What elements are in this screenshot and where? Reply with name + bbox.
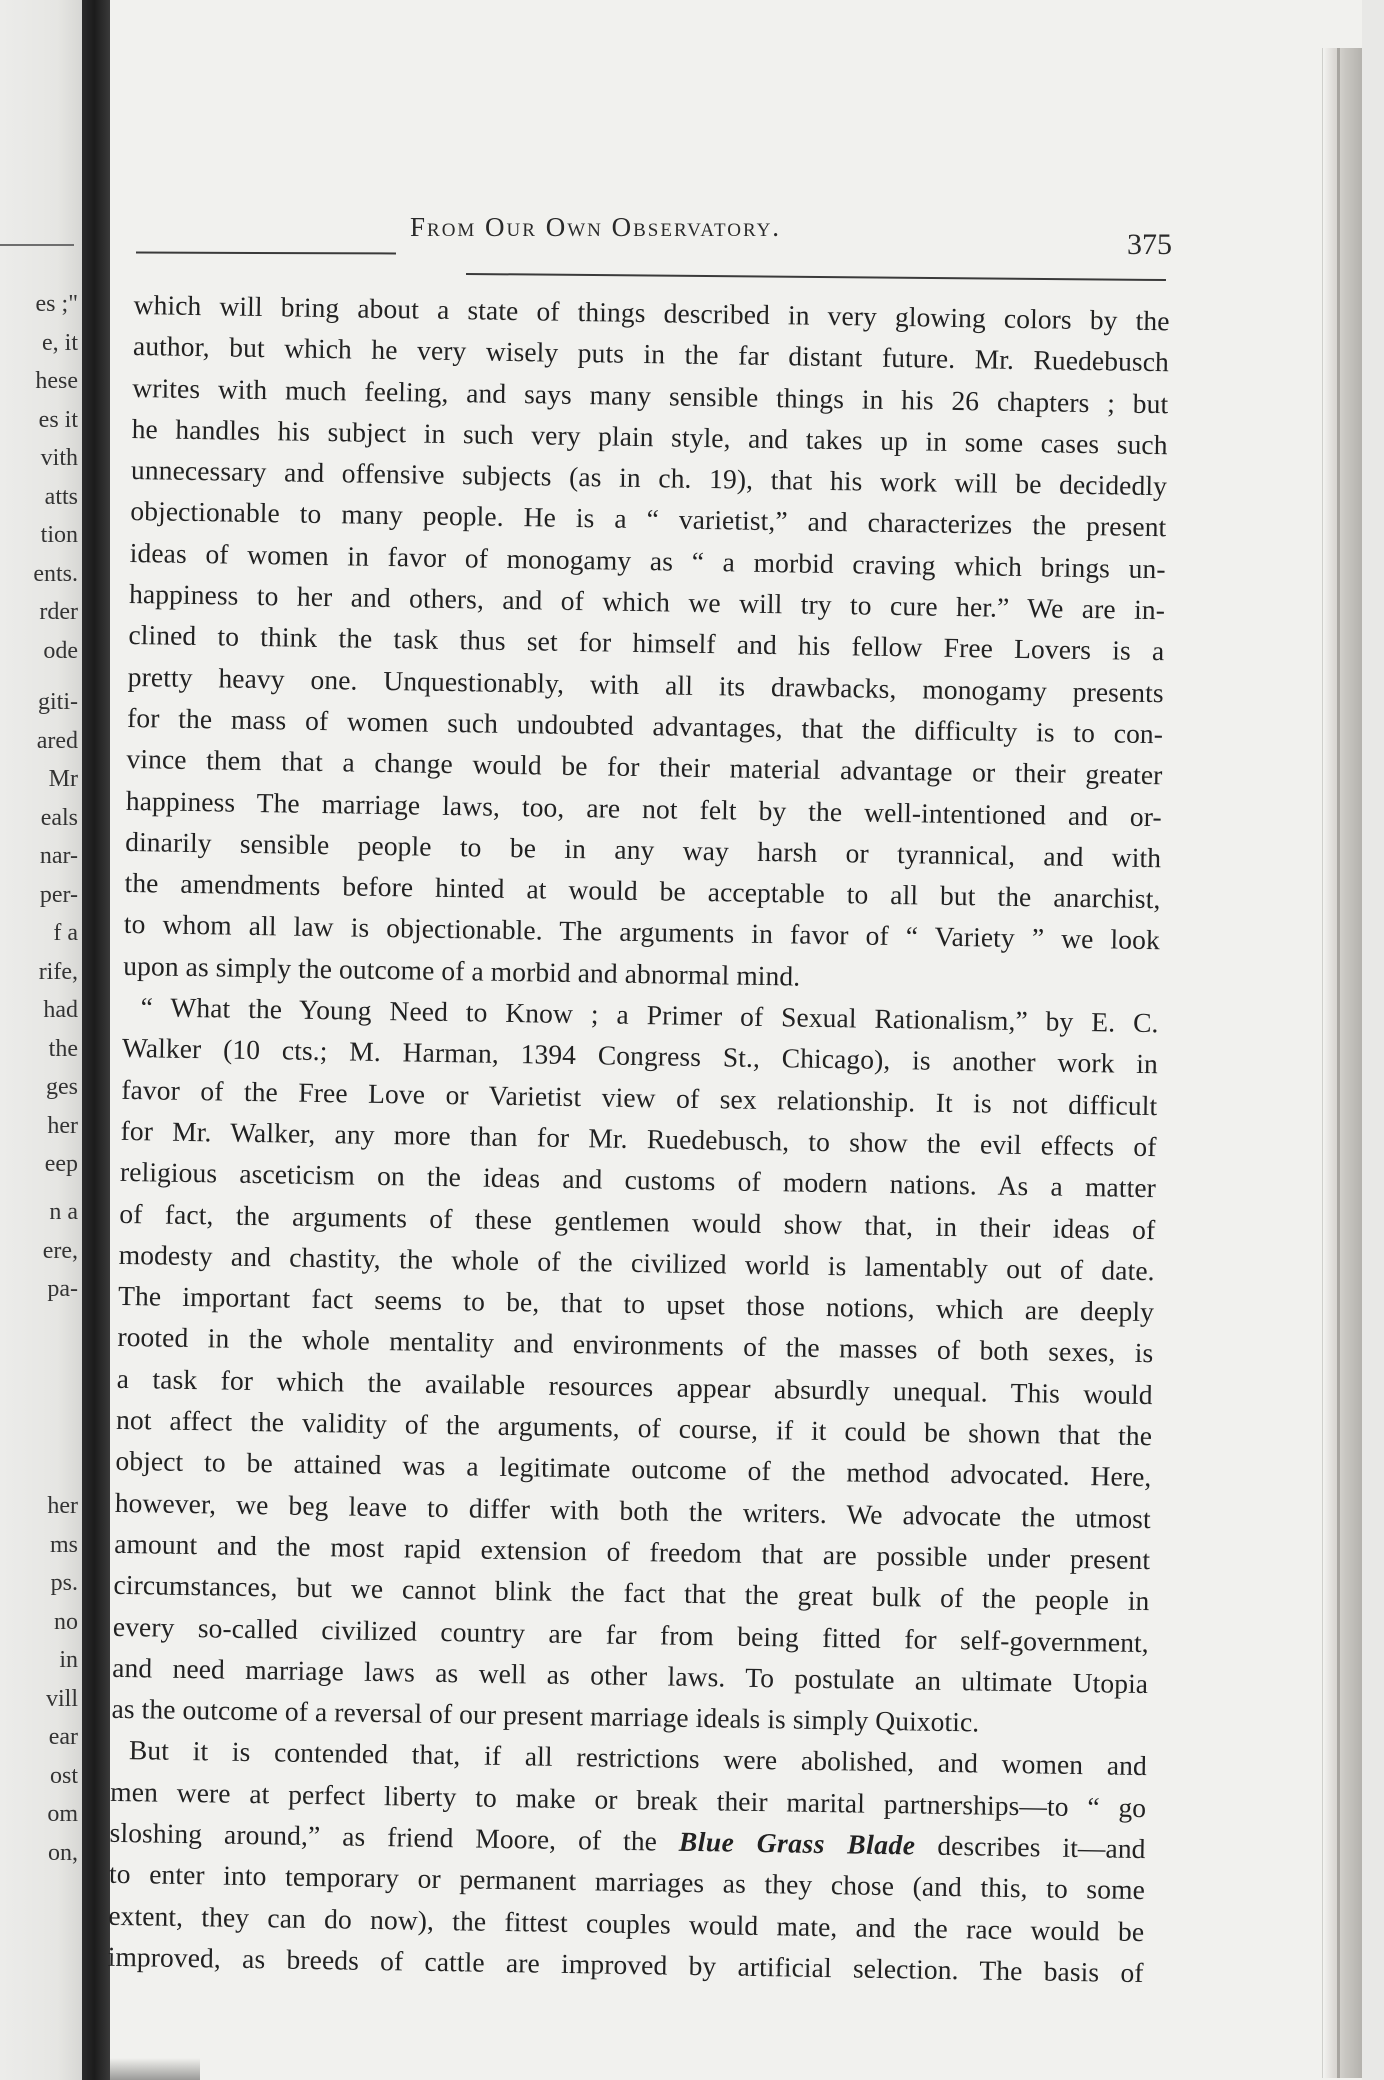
previous-page-fragment: tion: [40, 522, 78, 548]
previous-page-fragment: vith: [40, 445, 78, 471]
previous-page-fragment: ear: [48, 1724, 78, 1750]
previous-page-fragment: ere,: [42, 1237, 78, 1264]
previous-page-fragment: f a: [53, 920, 78, 946]
page-header: [120, 160, 1180, 261]
previous-page-fragment: e, it: [42, 329, 78, 356]
text-line: men were at perfect liberty to make or break their marital partnerships—to “ go: [110, 1775, 1147, 1823]
running-head: From Our Own Observatory.: [410, 212, 782, 242]
text-line: as the outcome of a reversal of our present marriage ideals is simply Quixotic.: [111, 1692, 980, 1738]
book-page: [107, 160, 1180, 1988]
previous-page-fragment: ps.: [50, 1570, 78, 1596]
text-line: a task for which the available resources appear absurdly unequal. This would: [116, 1362, 1153, 1410]
text-line: to enter into temporary or permanent marriages as they chose (and this, to some: [108, 1858, 1146, 1906]
previous-page-fragment: ms: [49, 1531, 78, 1558]
previous-page-fragment: pa-: [47, 1276, 78, 1302]
text-line: unnecessary and offensive subjects (as in ch. 19), that his work will be decidedly: [130, 454, 1168, 502]
header-rule-right: [466, 273, 1166, 281]
text-line: improved, as breeds of cattle are improved by artificial selection. The basis of: [107, 1940, 1144, 1988]
previous-page-fragment: had: [43, 997, 78, 1023]
previous-page-fragment: the: [48, 1035, 78, 1062]
text-line: amount and the most rapid extension of freedom that are possible under present: [113, 1527, 1151, 1576]
scan-smudge: [110, 2058, 200, 2080]
text-line: objectionable to many people. He is a “ varietist,” and characterizes the present: [130, 495, 1167, 543]
text-line: object to be attained was a legitimate outcome of the method advocated. Here,: [115, 1445, 1152, 1493]
text-line: circumstances, but we cannot blink the fact that the great bulk of the people in: [113, 1569, 1150, 1617]
previous-page-fragment: nar-: [39, 843, 78, 869]
previous-page-fragment: ode: [43, 637, 78, 664]
previous-page-fragment: ents.: [33, 560, 78, 587]
previous-page-fragment: Mr: [48, 766, 78, 792]
previous-page-fragment: es ;": [35, 291, 78, 317]
page-number: 375: [1127, 228, 1172, 261]
text-line: of fact, the arguments of these gentlemen would show that, in their ideas of: [119, 1197, 1156, 1245]
previous-page-fragment: eals: [40, 804, 78, 831]
book-gutter: [82, 0, 110, 2080]
previous-page-fragment: vill: [45, 1685, 78, 1712]
text-line: happiness to her and others, and of which we will try to cure her.” We are in-: [128, 578, 1166, 626]
text-line: not affect the validity of the arguments, of course, if it could be shown that the: [115, 1403, 1153, 1452]
previous-page-fragment: atts: [44, 483, 78, 510]
previous-page-fragment: no: [54, 1608, 78, 1635]
previous-page-header-rule: [0, 244, 74, 246]
text-line: ideas of women in favor of monogamy as “ a morbid craving which brings un-: [129, 536, 1166, 585]
scan-margin: [1362, 0, 1384, 2080]
text-line: author, but which he very wisely puts in the far distant future. Mr. Ruedebusch: [132, 330, 1170, 378]
text-line: modesty and chastity, the whole of the civilized world is lamentably out of date.: [118, 1238, 1155, 1286]
text-line: he handles his subject in such very plain style, and takes up in some cases such: [131, 412, 1168, 461]
body-text: [107, 284, 1169, 1993]
italic-title: Blue Grass Blade: [678, 1825, 916, 1861]
previous-page-fragment: es it: [38, 406, 78, 433]
page-fore-edge: [1322, 48, 1363, 2078]
text-line: rooted in the whole mentality and environments of the masses of both sexes, is: [117, 1321, 1154, 1369]
previous-page-fragment: on,: [48, 1839, 78, 1866]
text-line: happiness The marriage laws, too, are not felt by the well-intentioned and or-: [125, 784, 1163, 832]
text-line: the amendments before hinted at would be acceptable to all but the anarchist,: [124, 867, 1161, 915]
previous-page-fragment: n a: [49, 1199, 78, 1225]
previous-page-fragment: eep: [44, 1151, 78, 1177]
previous-page-fragment: ared: [36, 727, 78, 754]
text-line: favor of the Free Love or Varietist view of sex relationship. It is not difficult: [121, 1073, 1158, 1121]
text-line: writes with much feeling, and says many sensible things in his 26 chapters ; but: [132, 371, 1169, 419]
text-line: clined to think the task thus set for himself and his fellow Free Lovers is a: [128, 619, 1165, 667]
header-rule-left: [136, 252, 396, 255]
text-line: sloshing around,” as friend Moore, of the Blue Grass Blade describes it—and: [109, 1816, 1146, 1865]
text-line: and need marriage laws as well as other laws. To postulate an ultimate Utopia: [112, 1651, 1149, 1699]
previous-page-edge: [0, 0, 82, 2080]
previous-page-fragment: rder: [39, 599, 78, 625]
previous-page-fragment: rife,: [38, 958, 78, 985]
text-line: dinarily sensible people to be in any way harsh or tyrannical, and with: [125, 825, 1162, 874]
text-line: pretty heavy one. Unquestionably, with all its drawbacks, monogamy presents: [127, 660, 1164, 708]
text-line: to whom all law is objectionable. The arguments in favor of “ Variety ” we look: [123, 908, 1161, 956]
text-line: for Mr. Walker, any more than for Mr. Ruedebusch, to show the evil effects of: [120, 1114, 1157, 1163]
previous-page-fragment: ges: [46, 1074, 78, 1100]
text-line: extent, they can do now), the fittest couples would mate, and the race would be: [108, 1899, 1145, 1947]
text-line: “ What the Young Need to Know ; a Primer of Sexual Rationalism,” by E. C.: [140, 991, 1159, 1039]
previous-page-fragment: giti-: [38, 689, 78, 715]
text-line: The important fact seems to be, that to upset those notions, which are deeply: [117, 1280, 1155, 1328]
previous-page-fragment: her: [47, 1112, 78, 1139]
text-line: vince them that a change would be for their material advantage or their greater: [126, 743, 1163, 791]
text-line: however, we beg leave to differ with both the writers. We advocate the utmost: [114, 1486, 1151, 1534]
text-line: religious asceticism on the ideas and customs of modern nations. As a matter: [119, 1156, 1157, 1204]
text-line: which will bring about a state of things described in very glowing colors by the: [133, 288, 1170, 337]
text-line: Walker (10 cts.; M. Harman, 1394 Congress St., Chicago), is another work in: [121, 1032, 1159, 1080]
text-line: But it is contended that, if all restrictions were abolished, and women and: [128, 1734, 1148, 1782]
previous-page-fragment: ost: [49, 1762, 78, 1789]
previous-page-fragment: in: [59, 1647, 78, 1673]
previous-page-fragment: per-: [39, 881, 78, 908]
previous-page-fragment: om: [47, 1801, 78, 1827]
previous-page-fragment: her: [47, 1493, 78, 1519]
text-line: every so-called civilized country are far from being fitted for self-government,: [112, 1610, 1150, 1658]
text-line: for the mass of women such undoubted advantages, that the difficulty is to con-: [126, 701, 1164, 750]
previous-page-fragment: hese: [35, 368, 78, 394]
text-line: upon as simply the outcome of a morbid and abnormal mind.: [123, 949, 801, 992]
